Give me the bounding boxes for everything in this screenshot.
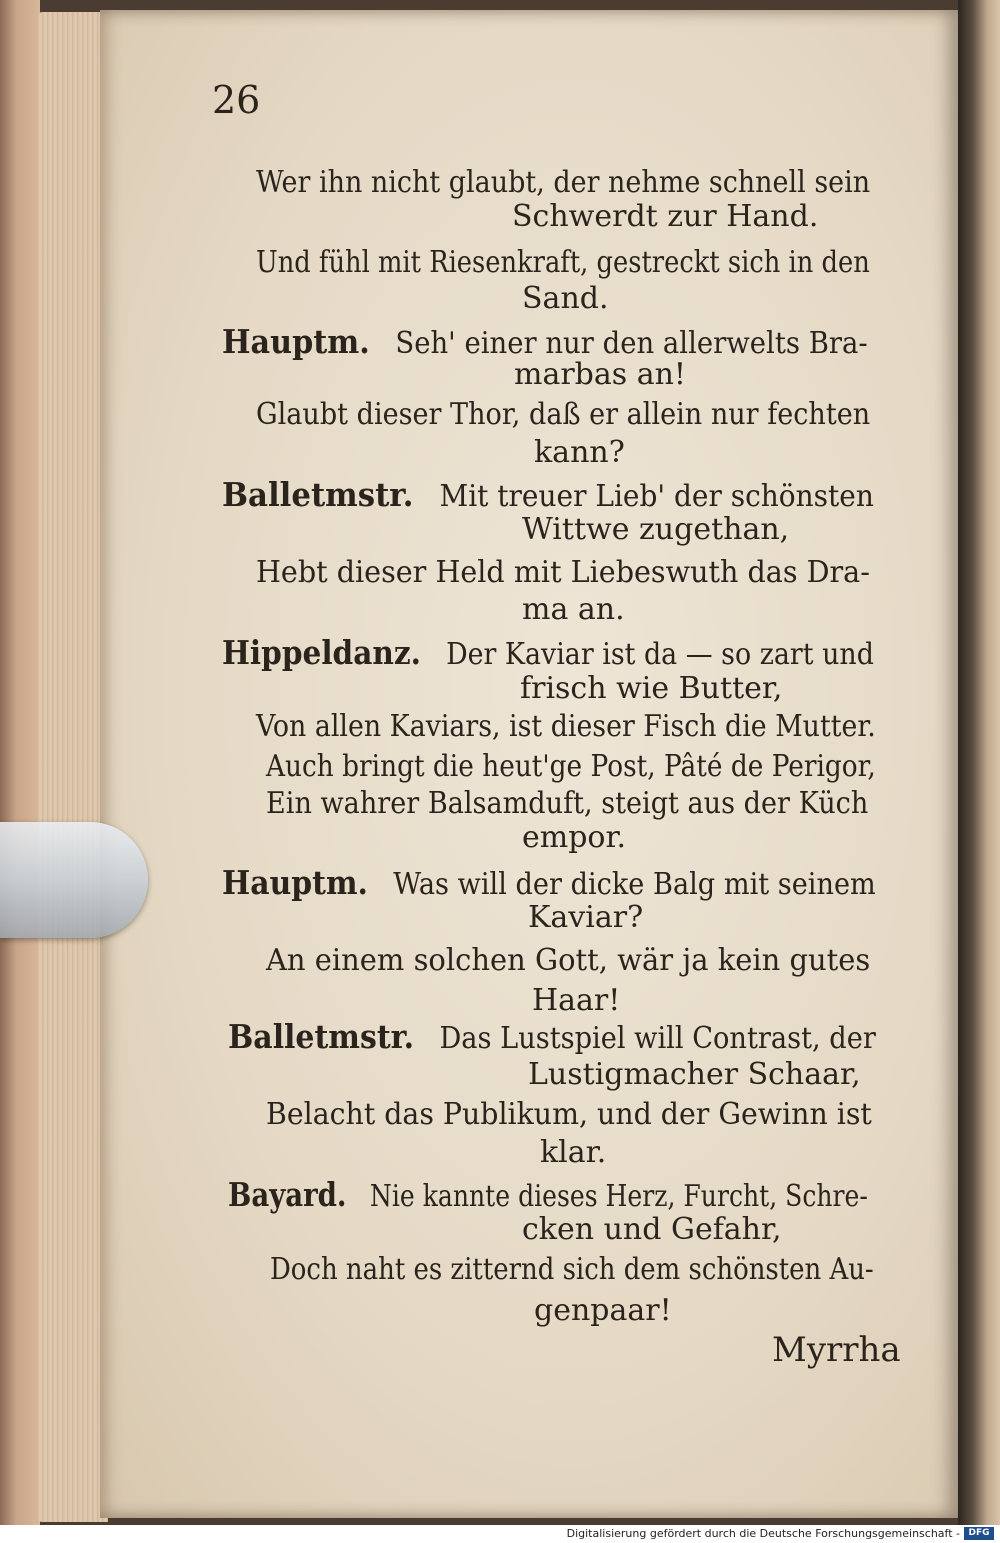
verse-line: [540, 1135, 607, 1170]
page-clip: [0, 822, 148, 938]
catchword: Myrrha: [772, 1330, 901, 1370]
verse-line: [222, 633, 874, 672]
dfg-logo: DFG: [964, 1527, 994, 1540]
verse-line: [528, 1057, 861, 1092]
verse-line: [256, 165, 871, 200]
verse-line: [256, 397, 871, 432]
verse-line: [514, 357, 686, 392]
verse-text: Kaviar?: [528, 900, 644, 935]
verse-line: [512, 199, 819, 234]
verse-line: [522, 592, 625, 627]
verse-line: [266, 749, 876, 784]
verse-line: [522, 281, 609, 316]
verse-line: [522, 1212, 782, 1247]
verse-line: [266, 943, 871, 978]
verse-text: Wittwe zugethan,: [522, 512, 790, 547]
verse-line: [222, 475, 874, 514]
verse-text: Nie kannte dieses Herz, Furcht, Schre-: [369, 1179, 868, 1214]
verse-text: Von allen Kaviars, ist dieser Fisch die Mutter.: [256, 709, 876, 744]
speaker-name: Hippeldanz.: [222, 633, 421, 672]
verse-line: [266, 1097, 872, 1132]
verse-text: Haar!: [532, 983, 621, 1018]
speaker-name: Balletmstr.: [228, 1017, 415, 1056]
verse-line: [534, 435, 625, 470]
verse-line: [522, 512, 790, 547]
verse-text: An einem solchen Gott, wär ja kein gutes: [266, 943, 871, 978]
verse-text: Doch naht es zitternd sich dem schönsten Au-: [270, 1252, 874, 1287]
verse-text: frisch wie Butter,: [520, 671, 783, 706]
book-cover-edge: [0, 0, 40, 1525]
verse-text: marbas an!: [514, 357, 686, 392]
speaker-name: Balletmstr.: [222, 475, 414, 514]
verse-text: Was will der dicke Balg mit seinem: [393, 867, 876, 902]
verse-text: ma an.: [522, 592, 625, 627]
verse-line: [532, 983, 621, 1018]
verse-text: Und fühl mit Riesenkraft, gestreckt sich in den: [256, 245, 870, 280]
speaker-name: Hauptm.: [222, 863, 368, 902]
speaker-name: Hauptm.: [222, 322, 370, 361]
verse-text: Mit treuer Lieb' der schönsten: [439, 479, 874, 514]
verse-text: empor.: [522, 820, 627, 855]
verse-line: [266, 786, 869, 821]
verse-line: [222, 863, 876, 902]
verse-line: [270, 1252, 874, 1287]
verse-text: kann?: [534, 435, 625, 470]
verse-text: Schwerdt zur Hand.: [512, 199, 819, 234]
verse-line: [256, 555, 870, 590]
page-number: 26: [212, 78, 261, 122]
verse-text: Das Lustspiel will Contrast, der: [439, 1021, 876, 1056]
verse-text: cken und Gefahr,: [522, 1212, 782, 1247]
verse-line: [222, 322, 868, 361]
verse-text: Glaubt dieser Thor, daß er allein nur fechten: [256, 397, 871, 432]
verse-line: [520, 671, 783, 706]
verse-line: [522, 820, 627, 855]
verse-text: Belacht das Publikum, und der Gewinn ist: [266, 1097, 872, 1132]
verse-text: Der Kaviar ist da — so zart und: [446, 637, 874, 672]
footer-credit: Digitalisierung gefördert durch die Deutsche Forschungsgemeinschaft -: [566, 1527, 960, 1540]
verse-line: [228, 1175, 868, 1214]
book-gutter: [958, 0, 1000, 1525]
verse-text: Auch bringt die heut'ge Post, Pâté de Perigor,: [266, 749, 876, 784]
page-stack-edge: [38, 12, 108, 1522]
verse-text: Ein wahrer Balsamduft, steigt aus der Küch: [266, 786, 869, 821]
verse-text: genpaar!: [534, 1293, 672, 1328]
verse-text: Seh' einer nur den allerwelts Bra-: [395, 326, 868, 361]
verse-line: [256, 245, 870, 280]
verse-text: Wer ihn nicht glaubt, der nehme schnell sein: [256, 165, 871, 200]
speaker-name: Bayard.: [228, 1175, 347, 1214]
verse-text: Hebt dieser Held mit Liebeswuth das Dra-: [256, 555, 870, 590]
verse-line: [228, 1017, 876, 1056]
verse-line: [528, 900, 644, 935]
verse-line: [256, 709, 876, 744]
verse-text: Sand.: [522, 281, 609, 316]
verse-line: [534, 1293, 672, 1328]
verse-text: Lustigmacher Schaar,: [528, 1057, 861, 1092]
verse-text: klar.: [540, 1135, 607, 1170]
